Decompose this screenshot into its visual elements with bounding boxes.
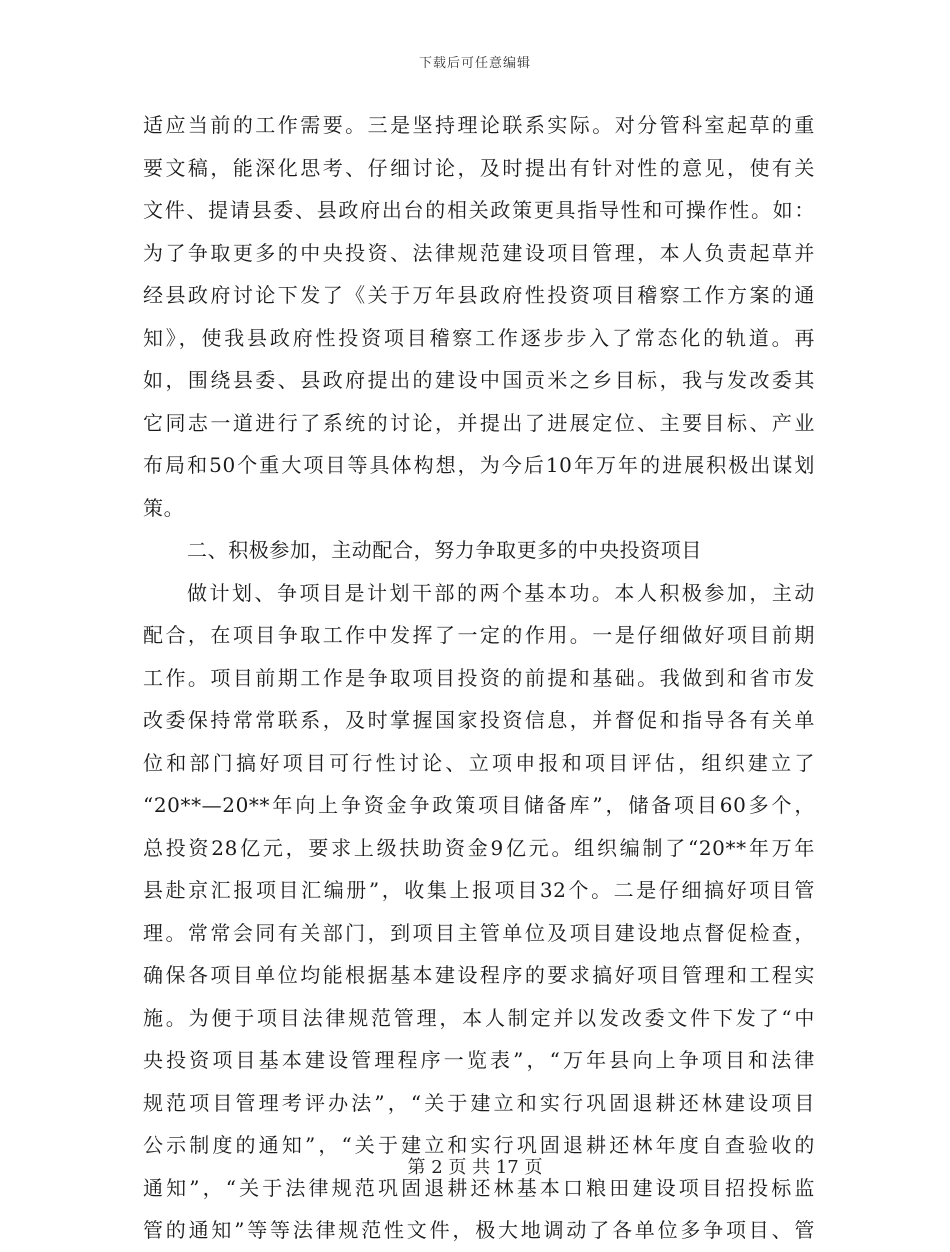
text-line: 理。常常会同有关部门，到项目主管单位及项目建设地点督促检查， <box>143 920 815 945</box>
text-line: 公示制度的通知”，“关于建立和实行巩固退耕还林年度自查验收的 <box>143 1133 815 1157</box>
text-line: 工作。项目前期工作是争取项目投资的前提和基础。我做到和省市发 <box>143 665 815 690</box>
text-line: 经县政府讨论下发了《关于万年县政府性投资项目稽察工作方案的通 <box>143 283 815 307</box>
text-line: 它同志一道进行了系统的讨论，并提出了进展定位、主要目标、产业 <box>143 410 815 435</box>
text-line: 适应当前的工作需要。三是坚持理论联系实际。对分管科室起草的重 <box>143 113 815 137</box>
text-line: 央投资项目基本建设管理程序一览表”，“万年县向上争项目和法律 <box>143 1048 815 1072</box>
page-number-footer: 第 2 页 共 17 页 <box>407 1157 543 1178</box>
text-line: “20**—20**年向上争资金争政策项目储备库”，储备项目60多个， <box>143 793 815 817</box>
text-line: 知》，使我县政府性投资项目稽察工作逐步步入了常态化的轨道。再 <box>143 325 815 350</box>
text-line: 县赴京汇报项目汇编册”，收集上报项目32个。二是仔细搞好项目管 <box>143 878 815 902</box>
header-note: 下载后可任意编辑 <box>418 56 531 71</box>
text-line: 如，围绕县委、县政府提出的建设中国贡米之乡目标，我与发改委其 <box>143 368 815 392</box>
text-line: 文件、提请县委、县政府出台的相关政策更具指导性和可操作性。如： <box>143 198 815 222</box>
section-heading: 二、积极参加，主动配合，努力争取更多的中央投资项目 <box>187 538 702 562</box>
text-line: 位和部门搞好项目可行性讨论、立项申报和项目评估，组织建立了 <box>143 750 815 775</box>
text-line: 施。为便于项目法律规范管理，本人制定并以发改委文件下发了“中 <box>143 1005 815 1030</box>
text-line: 总投资28亿元，要求上级扶助资金9亿元。组织编制了“20**年万年 <box>143 835 815 860</box>
text-line: 做计划、争项目是计划干部的两个基本功。本人积极参加，主动 <box>187 580 815 605</box>
text-line: 布局和50个重大项目等具体构想，为今后10年万年的进展积极出谋划 <box>143 453 815 477</box>
text-line: 改委保持常常联系，及时掌握国家投资信息，并督促和指导各有关单 <box>143 708 815 732</box>
text-line: 配合，在项目争取工作中发挥了一定的作用。一是仔细做好项目前期 <box>143 623 815 647</box>
text-line: 为了争取更多的中央投资、法律规范建设项目管理，本人负责起草并 <box>143 240 815 265</box>
text-line: 管的通知”等等法律规范性文件，极大地调动了各单位多争项目、管 <box>143 1218 815 1242</box>
text-line: 确保各项目单位均能根据基本建设程序的要求搞好项目管理和工程实 <box>143 963 815 987</box>
text-line: 要文稿，能深化思考、仔细讨论，及时提出有针对性的意见，使有关 <box>143 155 815 180</box>
text-line: 规范项目管理考评办法”，“关于建立和实行巩固退耕还林建设项目 <box>143 1090 815 1115</box>
text-line: 通知”，“关于法律规范巩固退耕还林基本口粮田建设项目招投标监 <box>143 1175 815 1200</box>
body-text <box>143 104 815 1252</box>
text-line: 策。 <box>143 495 185 520</box>
